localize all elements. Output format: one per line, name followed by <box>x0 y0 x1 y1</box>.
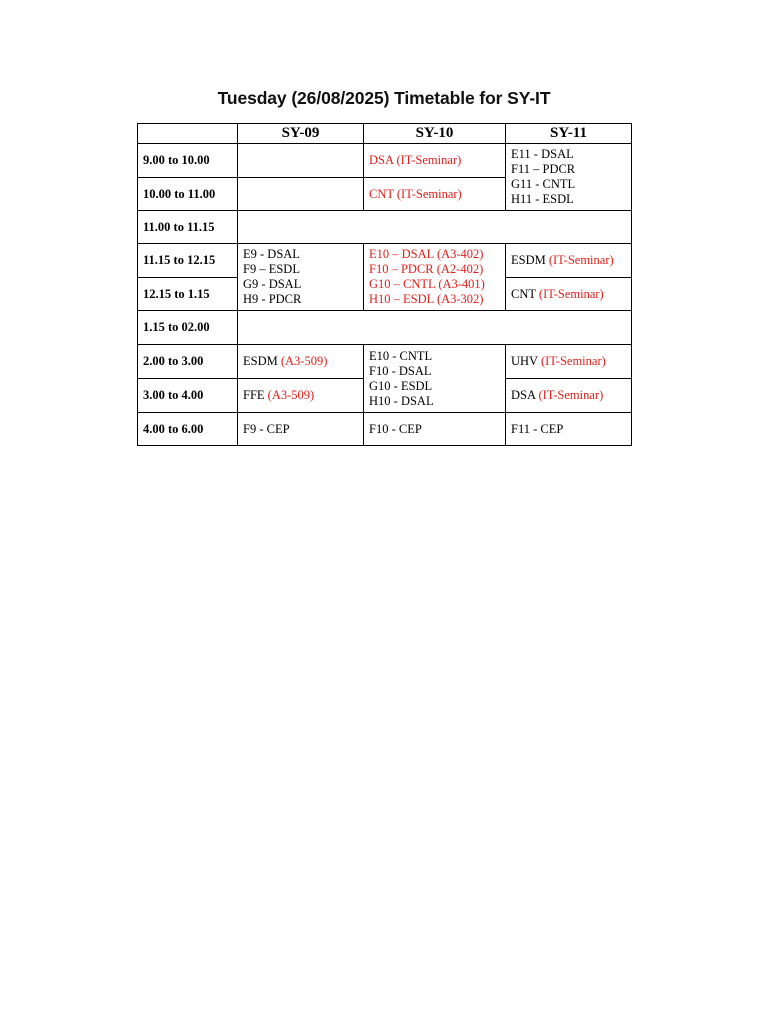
subject: ESDM <box>511 253 549 267</box>
cell-line: E11 - DSAL <box>511 147 574 161</box>
cell-sy11 <box>506 244 632 278</box>
cell-line: G9 - DSAL <box>243 277 302 291</box>
table-row <box>138 211 632 244</box>
time-slot: 3.00 to 4.00 <box>138 379 238 413</box>
cell-line: H10 – ESDL (A3-302) <box>369 292 484 306</box>
break-cell <box>238 211 632 244</box>
header-sy09: SY-09 <box>238 124 364 144</box>
cell-line: G10 - ESDL <box>369 378 433 393</box>
time-slot: 4.00 to 6.00 <box>138 413 238 446</box>
cell-sy09 <box>238 178 364 211</box>
time-slot: 12.15 to 1.15 <box>138 278 238 311</box>
header-row <box>138 124 632 144</box>
subject: UHV <box>511 354 541 368</box>
subject: CNT <box>511 286 539 301</box>
room-label: (IT-Seminar) <box>538 286 604 301</box>
cell-sy11 <box>506 144 632 211</box>
header-sy11: SY-11 <box>506 124 632 144</box>
table-row <box>138 311 632 345</box>
cell-line: H9 - PDCR <box>243 292 302 306</box>
table-row <box>138 244 632 278</box>
cell-sy11 <box>506 345 632 379</box>
time-slot: 2.00 to 3.00 <box>138 345 238 379</box>
time-slot: 1.15 to 02.00 <box>138 311 238 345</box>
time-slot: 9.00 to 10.00 <box>138 144 238 178</box>
time-slot: 10.00 to 11.00 <box>138 178 238 211</box>
page-title: Tuesday (26/08/2025) Timetable for SY-IT <box>217 88 551 108</box>
room-label: (IT-Seminar) <box>538 388 604 402</box>
room-label: (A3-509) <box>280 354 328 368</box>
table-row <box>138 144 632 178</box>
cell-sy10: F10 - CEP <box>364 413 506 446</box>
cell-sy10 <box>364 345 506 413</box>
time-slot: 11.15 to 12.15 <box>138 244 238 278</box>
break-cell <box>238 311 632 345</box>
cell-line: E10 – DSAL (A3-402) <box>369 247 484 261</box>
cell-sy09 <box>238 244 364 311</box>
cell-sy10 <box>364 244 506 311</box>
cell-sy09 <box>238 379 364 413</box>
cell-sy09: F9 - CEP <box>238 413 364 446</box>
cell-line: F11 – PDCR <box>511 162 576 176</box>
cell-sy09 <box>238 345 364 379</box>
cell-line: E10 - CNTL <box>369 348 433 363</box>
cell-sy10: DSA (IT-Seminar) <box>364 144 506 178</box>
cell-line: F10 – PDCR (A2-402) <box>369 262 484 276</box>
subject: DSA <box>511 388 539 402</box>
cell-sy11: F11 - CEP <box>506 413 632 446</box>
header-corner <box>138 124 238 144</box>
timetable <box>137 123 632 446</box>
cell-line: G10 – CNTL (A3-401) <box>369 277 485 291</box>
cell-line: F10 - DSAL <box>369 363 432 378</box>
cell-sy10: CNT (IT-Seminar) <box>364 178 506 211</box>
cell-line: F9 – ESDL <box>243 262 300 276</box>
cell-sy11 <box>506 379 632 413</box>
table-row <box>138 413 632 446</box>
table-row <box>138 345 632 379</box>
room-label: (IT-Seminar) <box>548 253 614 267</box>
cell-line: H11 - ESDL <box>511 192 574 206</box>
header-sy10: SY-10 <box>364 124 506 144</box>
room-label: (A3-509) <box>267 388 315 402</box>
cell-sy09 <box>238 144 364 178</box>
room-label: (IT-Seminar) <box>540 354 606 368</box>
time-slot: 11.00 to 11.15 <box>138 211 238 244</box>
subject: FFE <box>243 388 268 402</box>
cell-line: G11 - CNTL <box>511 177 576 191</box>
cell-line: H10 - DSAL <box>369 393 434 408</box>
cell-line: E9 - DSAL <box>243 247 300 261</box>
cell-sy11 <box>506 278 632 311</box>
subject: ESDM <box>243 354 281 368</box>
